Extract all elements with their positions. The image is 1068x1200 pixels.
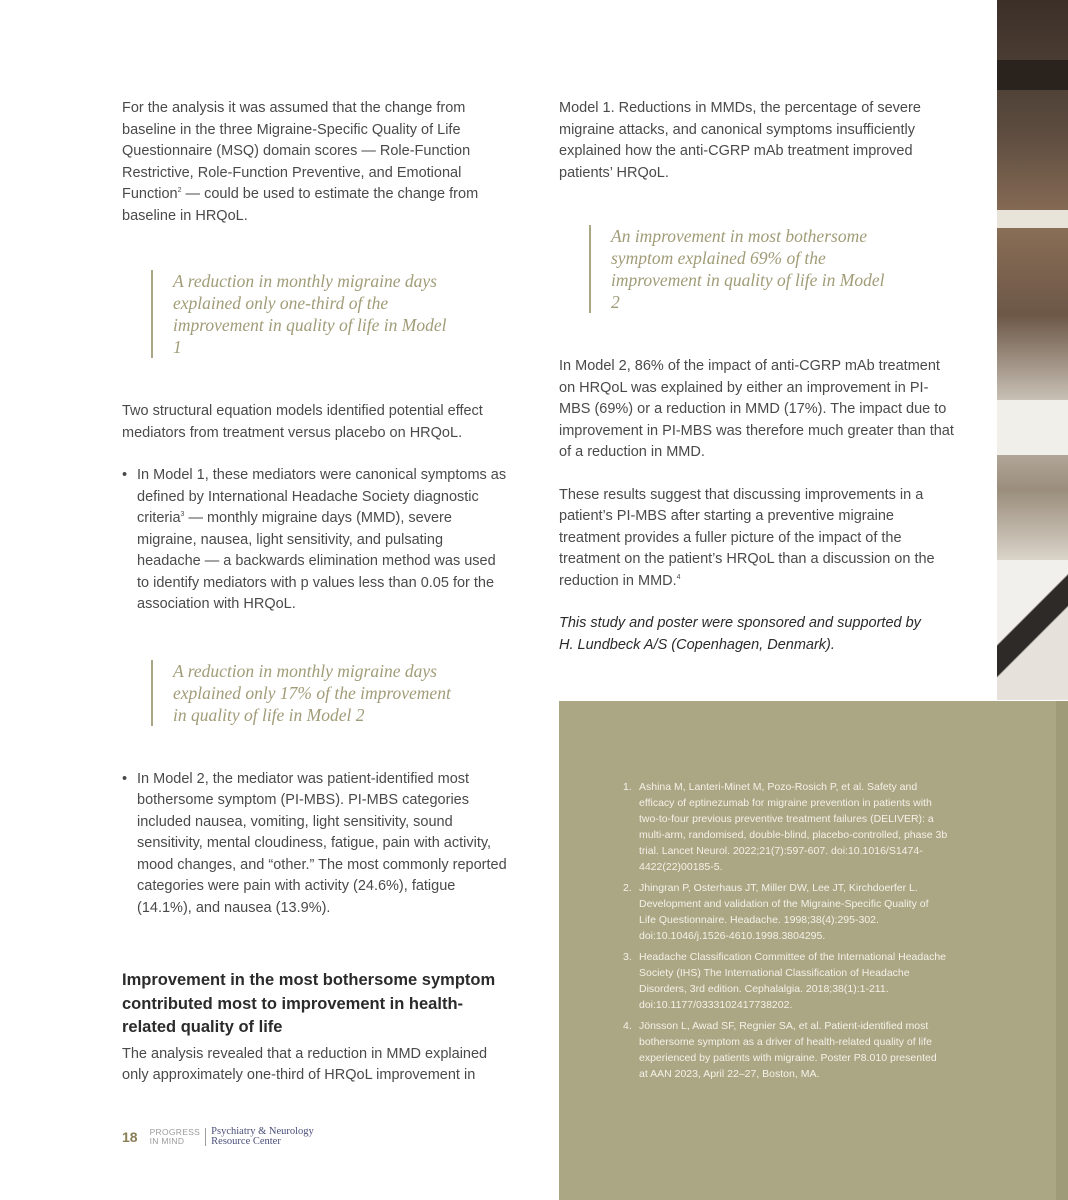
resource-center-label: Psychiatry & Neurology Resource Center: [211, 1125, 314, 1147]
intro-paragraph: For the analysis it was assumed that the change from baseline in the three Migraine-Specific Quality of Life Questionnaire (MSQ) domain scores — Role-Function Restrictive, Role-Function Preventive, and Emotional Function$^2$ — could be used to estimate the change from baseline in HRQoL.: [122, 100, 479, 224]
sponsor-statement: This study and poster were sponsored and supported by H. Lundbeck A/S (Copenhagen, Denmark).: [559, 615, 921, 653]
references-list: [623, 779, 948, 1087]
reference-text: Headache Classification Committee of the International Headache Society (IHS) The International Classification of Headache Disorders, 3rd edition. Cephalalgia. 2018;38(1):1-211. doi:10.1177/0333102417738202.: [639, 951, 947, 1011]
reference-text: Jhingran P, Osterhaus JT, Miller DW, Lee JT, Kirchdoerfer L. Development and validation of the Migraine-Specific Quality of Life Questionnaire. Headache. 1998;38(4):295-302. doi:10.1046/j.1526-4610.1998.3804295.: [639, 882, 929, 942]
reference-text: Jönsson L, Awad SF, Regnier SA, et al. Patient-identified most bothersome symptom as a driver of health-related quality of life experienced by patients with migraine. Poster P8.010 presented at AAN 2023, April 22–27, Boston, MA.: [639, 1020, 937, 1080]
reference-item: [623, 779, 948, 875]
model-2-bullet-list: [122, 769, 507, 920]
reference-item: [623, 949, 948, 1013]
page-footer: [122, 1124, 314, 1150]
model-1-bullet-list: [122, 465, 507, 616]
reference-item: [623, 1018, 948, 1082]
background-photo: [997, 0, 1068, 700]
reference-number: 4.: [623, 1020, 632, 1032]
brand-logo: PROGRESS IN MIND: [150, 1128, 207, 1146]
pull-quote-model-1: A reduction in monthly migraine days explained only one-third of the improvement in quality of life in Model 1: [151, 270, 448, 358]
analysis-paragraph: The analysis revealed that a reduction in MMD explained only approximately one-third of HRQoL improvement in: [122, 1045, 488, 1083]
left-column: [122, 98, 507, 1087]
reference-number: 1.: [623, 781, 632, 793]
reference-item: [623, 880, 948, 944]
list-item: • In Model 1, these mediators were canonical symptoms as defined by International Headache Society diagnostic criteria$^3$ — monthly migraine days (MMD), severe migraine, nausea, light sensitivity, and pulsating headache — a backwards elimination method was used to identify mediators with p values less than 0.05 for the association with HRQoL.: [122, 465, 507, 616]
reference-number: 3.: [623, 951, 632, 963]
model-2-paragraph: In Model 2, 86% of the impact of anti-CGRP mAb treatment on HRQoL was explained by either an improvement in PI-MBS (69%) or a reduction in MMD (17%). The impact due to improvement in PI-MBS was therefore much greater than that of a reduction in MMD.: [559, 358, 954, 460]
pull-quote-model-2: A reduction in monthly migraine days explained only 17% of the improvement in quality of life in Model 2: [151, 660, 468, 726]
model-1-paragraph: Model 1. Reductions in MMDs, the percentage of severe migraine attacks, and canonical symptoms insufficiently explained how the anti-CGRP mAb treatment improved patients’ HRQoL.: [559, 100, 921, 181]
panel-edge: [1056, 701, 1068, 1200]
conclusion-paragraph: These results suggest that discussing improvements in a patient’s PI-MBS after starting a preventive migraine treatment provides a fuller picture of the impact of the treatment on the patient’s HRQoL than a discussion on the reduction in MMD.$^4$: [559, 486, 935, 589]
reference-number: 2.: [623, 882, 632, 894]
list-item: • In Model 2, the mediator was patient-identified most bothersome symptom (PI-MBS). PI-MBS categories included nausea, vomiting, light sensitivity, sound sensitivity, mental cloudiness, fatigue, pain with activity, mood changes, and “other.” The most commonly reported categories were pain with activity (24.6%), fatigue (14.1%), and nausea (13.9%).: [122, 769, 507, 920]
page-number: 18: [122, 1129, 138, 1145]
models-paragraph: Two structural equation models identified potential effect mediators from treatment versus placebo on HRQoL.: [122, 403, 483, 441]
pull-quote-mbs: An improvement in most bothersome symptom explained 69% of the improvement in quality of life in Model 2: [589, 225, 891, 313]
right-column: [559, 98, 954, 656]
reference-text: Ashina M, Lanteri-Minet M, Pozo-Rosich P, et al. Safety and efficacy of eptinezumab for migraine prevention in patients with two-to-four previous preventive treatment failures (DELIVER): a multi-arm, randomised, double-blind, placebo-controlled, phase 3b trial. Lancet Neurol. 2022;21(7):597-607. doi:10.1016/S1474-4422(22)00185-5.: [639, 781, 948, 873]
section-heading: Improvement in the most bothersome symptom contributed most to improvement in health-related quality of life: [122, 971, 496, 1036]
